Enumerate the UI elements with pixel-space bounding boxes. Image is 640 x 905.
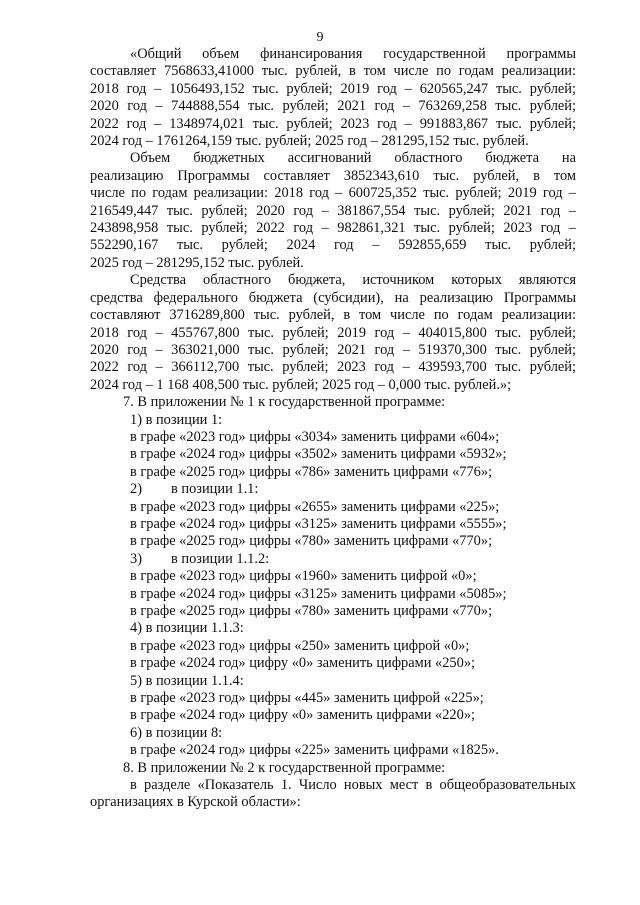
amendment-line: в графе «2023 год» цифры «250» заменить цифрой «0»; [130,637,470,654]
text-line: 2024 год – 1761264,159 тыс. рублей; 2025 год – 281295,152 тыс. рублей. [90,133,529,150]
paragraph-total-funding [90,46,576,150]
position-heading [90,551,576,568]
text-line: числе по годам реализации: 2018 год – 600725,352 тыс. рублей; 2019 год – [90,185,576,202]
amendment-line: в графе «2023 год» цифры «3034» заменить цифрами «604»; [130,428,500,445]
position-heading: 1) в позиции 1: [130,411,223,428]
text-line: 2022 год – 366112,700 тыс. рублей; 2023 год – 439593,700 тыс. рублей; [90,359,576,376]
amendment-line: в графе «2024 год» цифры «3125» заменить цифрами «5085»; [130,585,507,602]
text-line: Средства областного бюджета, источником которых являются [130,272,576,289]
position-heading: 4) в позиции 1.1.3: [130,620,244,637]
amendment-line: в графе «2024 год» цифры «3125» заменить цифрами «5555»; [130,515,507,532]
text-line: реализацию Программы составляет 3852343,610 тыс. рублей, в том [90,167,576,184]
text-line: 2020 год – 363021,000 тыс. рублей; 2021 год – 519370,300 тыс. рублей; [90,341,576,358]
document-body [90,46,576,812]
amendment-line: в графе «2023 год» цифры «2655» заменить цифрами «225»; [130,498,500,515]
item-7-appendix-1 [90,394,576,760]
paragraph-regional-budget [90,150,576,272]
amendment-line: в графе «2023 год» цифры «1960» заменить цифрой «0»; [130,568,477,585]
position-text: в позиции 1.1: [171,481,259,498]
page-number: 9 [316,30,324,45]
item-8-appendix-2 [90,760,576,812]
position-heading: 5) в позиции 1.1.4: [130,672,244,689]
text-line: 2025 год – 281295,152 тыс. рублей. [90,254,304,271]
position-text: в позиции 1.1.2: [171,550,270,567]
amendment-line: в графе «2025 год» цифры «780» заменить цифрами «770»; [130,533,493,550]
text-line: 2020 год – 744888,554 тыс. рублей; 2021 год – 763269,258 тыс. рублей; [90,98,576,115]
item-heading: 7. В приложении № 1 к государственной программе: [123,394,446,411]
position-number: 2) [130,481,142,498]
amendment-line: в графе «2024 год» цифры «225» заменить цифрами «1825». [130,742,499,759]
amendment-line: в графе «2025 год» цифры «780» заменить цифрами «770»; [130,603,493,619]
amendment-line: в графе «2025 год» цифры «786» заменить цифрами «776»; [130,463,493,480]
item-heading: 8. В приложении № 2 к государственной программе: [123,759,446,776]
amendment-line: в графе «2023 год» цифры «445» заменить цифрой «225»; [130,690,484,707]
paragraph-federal-subsidies [90,272,576,394]
text-line: в разделе «Показатель 1. Число новых мест в общеобразовательных [130,777,576,794]
amendment-line: в графе «2024 год» цифру «0» заменить цифрами «220»; [130,707,476,724]
text-line: «Общий объем финансирования государственной программы [130,46,576,62]
text-line: организациях в Курской области»: [90,794,301,811]
text-line: 2018 год – 1056493,152 тыс. рублей; 2019 год – 620565,247 тыс. рублей; [90,80,576,97]
text-line: составляют 3716289,800 тыс. рублей, в том числе по годам реализации: [90,307,576,324]
position-heading [90,481,576,498]
text-line: составляет 7568633,41000 тыс. рублей, в том числе по годам реализации: [90,63,576,80]
text-line: средства федерального бюджета (субсидии), на реализацию Программы [90,289,576,306]
text-line: Объем бюджетных ассигнований областного бюджета на [130,150,576,167]
amendment-line: в графе «2024 год» цифры «3502» заменить цифрами «5932»; [130,446,507,463]
text-line: 2024 год – 1 168 408,500 тыс. рублей; 2025 год – 0,000 тыс. рублей.»; [90,376,512,393]
text-line: 552290,167 тыс. рублей; 2024 год – 592855,659 тыс. рублей; [90,237,576,254]
position-number: 3) [130,550,142,567]
text-line: 2022 год – 1348974,021 тыс. рублей; 2023 год – 991883,867 тыс. рублей; [90,115,576,132]
amendment-line: в графе «2024 год» цифру «0» заменить цифрами «250»; [130,655,476,672]
text-line: 2018 год – 455767,800 тыс. рублей; 2019 год – 404015,800 тыс. рублей; [90,324,576,341]
position-heading: 6) в позиции 8: [130,724,223,741]
text-line: 243898,958 тыс. рублей; 2022 год – 982861,321 тыс. рублей; 2023 год – [90,220,576,237]
text-line: 216549,447 тыс. рублей; 2020 год – 381867,554 тыс. рублей; 2021 год – [90,202,576,219]
